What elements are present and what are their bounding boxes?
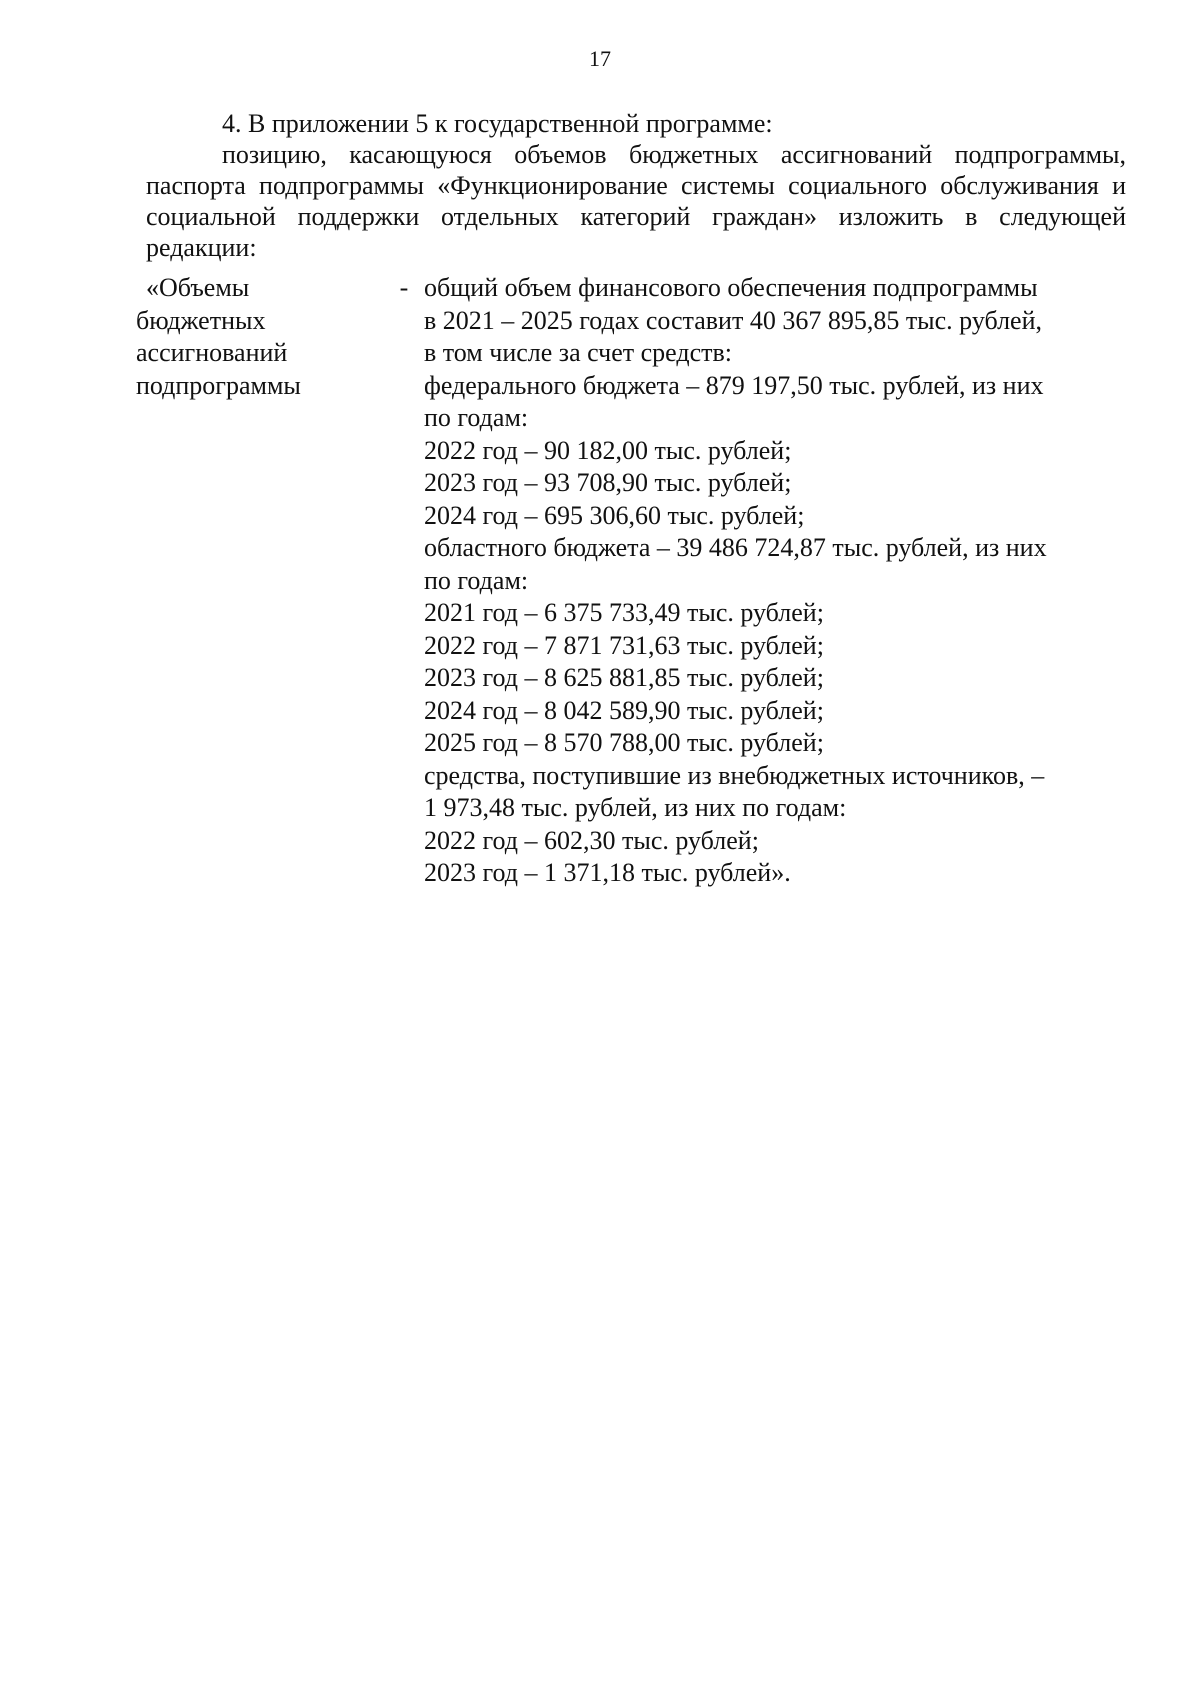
funding-line: 2022 год – 7 871 731,63 тыс. рублей;	[424, 630, 824, 660]
position-label-line: «Объемы	[146, 273, 250, 302]
passport-position-content	[424, 272, 1124, 890]
position-label-line: бюджетных	[136, 305, 266, 335]
funding-line: в том числе за счет средств:	[424, 338, 732, 367]
amendment-heading: 4. В приложении 5 к государственной программе:	[222, 109, 773, 138]
funding-line: 2023 год – 93 708,90 тыс. рублей;	[424, 468, 792, 497]
funding-line: областного бюджета – 39 486 724,87 тыс. рублей, из них	[424, 533, 1047, 562]
funding-line: 2023 год – 8 625 881,85 тыс. рублей;	[424, 663, 824, 692]
funding-line: общий объем финансового обеспечения подпрограммы	[424, 273, 1038, 302]
funding-line: в 2021 – 2025 годах составит 40 367 895,85 тыс. рублей,	[424, 305, 1043, 335]
position-label-line: ассигнований	[136, 338, 288, 367]
amendment-intro	[146, 108, 1126, 263]
funding-line: 2024 год – 695 306,60 тыс. рублей;	[424, 500, 805, 530]
position-dash: -	[399, 273, 409, 302]
funding-line: 2023 год – 1 371,18 тыс. рублей».	[424, 858, 791, 887]
funding-line: 2025 год – 8 570 788,00 тыс. рублей;	[424, 728, 824, 757]
funding-line: 2021 год – 6 375 733,49 тыс. рублей;	[424, 598, 824, 627]
funding-line: 2022 год – 602,30 тыс. рублей;	[424, 825, 759, 855]
funding-line: по годам:	[424, 565, 529, 595]
funding-line: по годам:	[424, 403, 529, 432]
funding-line: 2024 год – 8 042 589,90 тыс. рублей;	[424, 695, 824, 725]
funding-line: 2022 год – 90 182,00 тыс. рублей;	[424, 435, 792, 465]
funding-line: федерального бюджета – 879 197,50 тыс. рублей, из них	[424, 370, 1044, 400]
position-label-line: подпрограммы	[136, 370, 301, 400]
funding-line: средства, поступившие из внебюджетных источников, –	[424, 760, 1045, 790]
passport-position-label	[136, 272, 386, 402]
page-number: 17	[589, 46, 611, 71]
amendment-paragraph: позицию, касающуюся объемов бюджетных ассигнований подпрограммы, паспорта подпрограммы «Функционирование системы социального обслуживания и социальной поддержки отдельных категорий граждан» изложить в следующей редакции:	[146, 140, 1126, 262]
funding-line: 1 973,48 тыс. рублей, из них по годам:	[424, 793, 847, 822]
